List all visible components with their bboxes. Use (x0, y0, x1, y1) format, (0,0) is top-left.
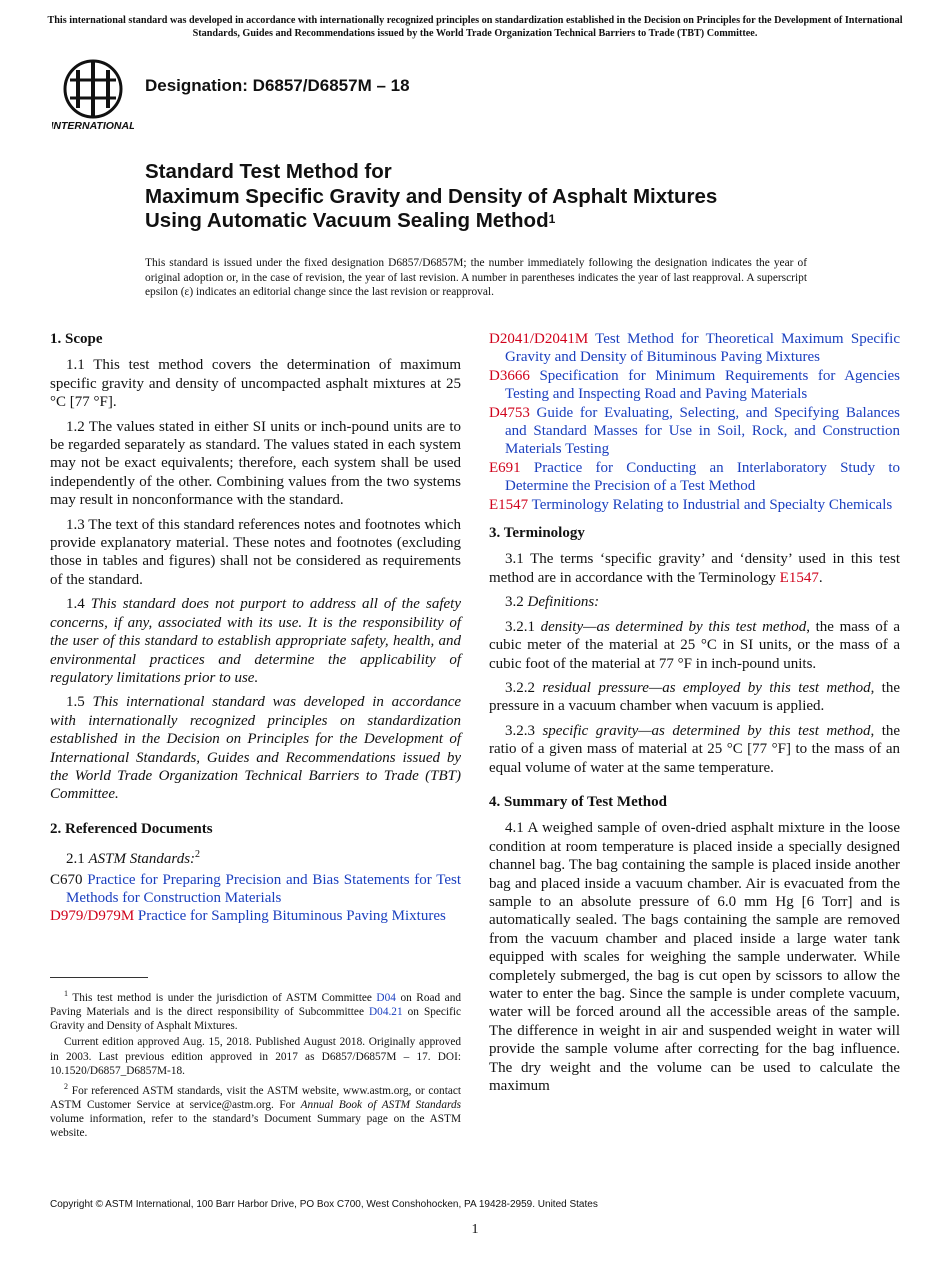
para-3-2: 3.2 Definitions: (505, 594, 600, 611)
ref-item[interactable] (489, 367, 900, 404)
para-1-3: 1.3 The text of this standard references notes and footnotes which provide explanatory material. These notes and footnotes (excluding those in tables and figures) shall not be considered as requirements of the standard. (50, 516, 461, 588)
footnotes (50, 987, 461, 1143)
para-4-1: 4.1 A weighed sample of oven-dried asphalt mixture in the loose condition at room temperature is placed inside a specially designed channel bag. The bag containing the sample is placed inside another bag and placed inside a vacuum chamber. Air is evacuated from the sample to an absolute pressure of 6.0 mm Hg [6 Torr] and is automatically sealed. The bags containing the sample are removed from the vacuum chamber and placed inside a large water tank equipped with scales for weighing the sample underwater. While completely submerged, the bag is cut open by scissors to allow the water to enter the bag. Since the sample is under complete vacuum, water will be forced around all the accessible areas of the sample. The difference in weight in air and suspended weight in water will provide the sample volume after correcting for the bag influence. The dry weight and the volume can be used to calculate the maximum (489, 820, 900, 1095)
ref-item[interactable] (50, 907, 461, 925)
para-3-2-3: 3.2.3 specific gravity—as determined by this test method, the ratio of a given mass of material at 25 °C [77 °F] to the mass of an equal volume of water at the same temperature. (489, 722, 901, 776)
ref-code-link[interactable]: C670 (50, 871, 83, 888)
ref-code-link[interactable]: E691 (489, 459, 521, 476)
ref-item[interactable] (489, 330, 900, 367)
ref-item[interactable] (50, 871, 461, 908)
para-1-1: 1.1 This test method covers the determination of maximum specific gravity and density of uncompacted asphalt mixtures at 25 °C [77 °F]. (50, 357, 461, 411)
ref-item[interactable] (489, 496, 900, 514)
subcommittee-link[interactable]: D04.21 (369, 1005, 403, 1018)
designation: Designation: D6857/D6857M – 18 (145, 76, 410, 95)
para-1-5: 1.5 This international standard was developed in accordance with internationally recognized principles on standardization established in the Decision on Principles for the Development of International Standards, Guides and Recommendations issued by the World Trade Organization Technical Barriers to Trade (TBT) Committee. (50, 694, 462, 803)
section-4-heading: 4. Summary of Test Method (489, 793, 667, 810)
ref-code-link[interactable]: E1547 (489, 496, 529, 513)
tbt-notice: This international standard was developed in accordance with internationally recognized principles on standardization established in the Decision on Principles for the Development of International Standards, Guides and Recommendations issued by the World Trade Organization Technical Barriers to Trade (TBT) Committee. (47, 15, 903, 39)
ref-title-link[interactable]: Practice for Preparing Precision and Bias Statements for Test Methods for Construction Materials (66, 871, 461, 906)
para-3-2-2: 3.2.2 residual pressure—as employed by this test method, the pressure in a vacuum chamber when vacuum is applied. (489, 679, 901, 715)
para-2-1: 2.1 ASTM Standards:$^2$ (66, 849, 201, 868)
ref-title-link[interactable]: Practice for Sampling Bituminous Paving Mixtures (137, 908, 446, 925)
ref-title-link[interactable]: Guide for Evaluating, Selecting, and Specifying Balances and Standard Masses for Use in Soil, Rock, and Construction Materials Testing (505, 404, 900, 458)
ref-title-link[interactable]: Specification for Minimum Requirements for Agencies Testing and Inspecting Road and Paving Materials (505, 367, 901, 403)
footnote-divider (50, 977, 148, 978)
document-title (145, 160, 865, 234)
left-column (50, 330, 461, 926)
footnote-1: $^1$ This test method is under the jurisdiction of ASTM Committee D04 on Road and Paving Materials and is the direct responsibility of Subcommittee D04.21 on Specific Gravity and Density of Asphalt Mixtures. (50, 989, 461, 1033)
footnote-1-approval: Current edition approved Aug. 15, 2018. Published August 2018. Originally approved in 2003. Last previous edition approved in 2017 as D6857/D6857M – 17. DOI: 10.1520/D6857_D6857M-18. (50, 1036, 461, 1077)
footnote-2: $^2$ For referenced ASTM standards, visit the ASTM website, www.astm.org, or contact ASTM Customer Service at service@astm.org. For Annual Book of ASTM Standards volume information, refer to the standard’s Document Summary page on the ASTM website. (50, 1081, 462, 1140)
terminology-link[interactable]: E1547 (779, 569, 819, 586)
issuance-note: This standard is issued under the fixed designation D6857/D6857M; the number immediately following the designation indicates the year of original adoption or, in the case of revision, the year of last revision. A number in parentheses indicates the year of last reapproval. A superscript epsilon (ε) indicates an editorial change since the last revision or reapproval. (145, 257, 807, 299)
ref-code-link[interactable]: D4753 (489, 404, 530, 421)
para-1-2: 1.2 The values stated in either SI units or inch-pound units are to be regarded separately as standard. The values stated in each system may not be exact equivalents; therefore, each system shall be used independently of the other. Combining values from the two systems may result in nonconformance with the standard. (50, 418, 461, 509)
ref-title-link[interactable]: Test Method for Theoretical Maximum Specific Gravity and Density of Bituminous Paving Mixtures (505, 331, 900, 366)
para-1-4: 1.4 This standard does not purport to address all of the safety concerns, if any, associated with its use. It is the responsibility of the user of this standard to establish appropriate safety, health, and environmental practices and determine the applicability of regulatory limitations prior to use. (50, 596, 461, 686)
para-3-2-1: 3.2.1 density—as determined by this test method, the mass of a cubic meter of the material at 25 °C in SI units, or the mass of a cubic foot of the material at 77 °F in inch-pound units. (489, 618, 900, 672)
logo-text: INTERNATIONAL (52, 120, 134, 132)
title-footnote-mark: 1 (548, 212, 556, 226)
para-3-1: 3.1 The terms ‘specific gravity’ and ‘density’ used in this test method are in accordance with the Terminology E1547. (489, 551, 900, 586)
copyright: Copyright © ASTM International, 100 Barr Harbor Drive, PO Box C700, West Conshohocken, PA 19428-2959. United States (50, 1199, 598, 1210)
section-2-heading: 2. Referenced Documents (50, 820, 213, 837)
right-column (489, 330, 900, 1095)
ref-item[interactable] (489, 404, 900, 459)
astm-logo (52, 56, 134, 132)
ref-title-link[interactable]: Terminology Relating to Industrial and Specialty Chemicals (531, 496, 893, 513)
ref-code-link[interactable]: D979/D979M (50, 908, 135, 925)
ref-code-link[interactable]: D2041/D2041M (489, 331, 589, 347)
ref-item[interactable] (489, 459, 900, 496)
section-1-heading: 1. Scope (50, 331, 103, 347)
title-line-2: Maximum Specific Gravity and Density of Asphalt Mixtures (145, 184, 718, 208)
ref-code-link[interactable]: D3666 (489, 367, 530, 384)
title-line-3: Using Automatic Vacuum Sealing Method (145, 209, 549, 232)
ref-title-link[interactable]: Practice for Conducting an Interlaboratory Study to Determine the Precision of a Test Method (505, 459, 900, 495)
section-3-heading: 3. Terminology (489, 525, 585, 542)
page-number: 1 (471, 1222, 479, 1237)
committee-link[interactable]: D04 (376, 991, 396, 1004)
title-line-1: Standard Test Method for (145, 160, 392, 183)
